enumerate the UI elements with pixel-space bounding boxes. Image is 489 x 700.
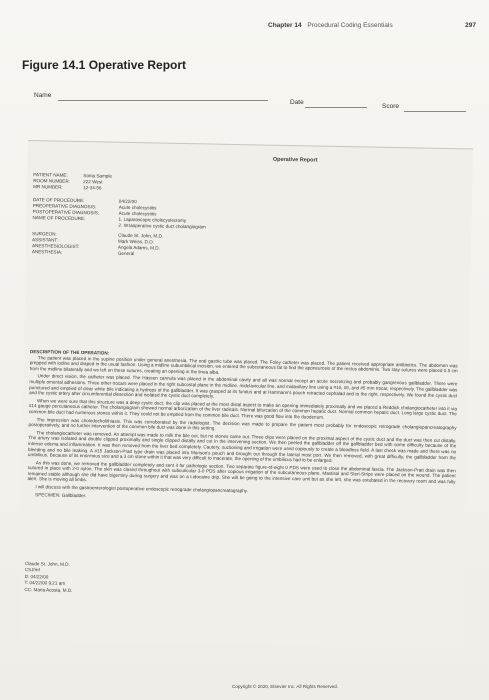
chapter-label: Chapter 14: [268, 22, 302, 29]
field-value: Acute cholecystitis: [118, 204, 157, 211]
report-title: Operative Report: [272, 156, 318, 164]
description-paragraph: SPECIMEN: Gallbladder.: [35, 491, 87, 498]
date-label: Date: [290, 99, 304, 106]
description-paragraph: The impression was choledocholithiasis. This was corroborated by the radiologist. The decision was made to prepare the patient most probably for endoscopic retrograde cholangiopancreatography postoperatively, and no further intervention of the common bile duct was done in this setting.: [28, 416, 457, 431]
field-label: NAME OF PROCEDURE:: [32, 215, 86, 222]
date-blank-line: [305, 107, 367, 108]
description-paragraph: As this was done, we removed the gallbladder completely and sent it for pathologic section. Two separate figure-of-eight 0 PDS were used to close the abdominal fascia. The Jackson-Pratt drain was then sutured in place with 2-0 nylon. The skin was closed throughout with subcuticular 3-0 PDS after copious irrigation of the subcutaneous plane. Mastisol and Steri-Strips were placed on the wound. The patient remained stable although she did have bigeminy during surgery and was on a Lidocaine drip. She will be going to the intensive care unit but as she left, she was extubated in the recovery room and was fully alert. She is moving all limbs.: [27, 459, 456, 485]
field-label: ROOM NUMBER:: [33, 178, 71, 184]
description-paragraph: When we were sure that this structure was a deep cystic duct, the clip was placed at the most distal aspect to make an opening immediately proximally and we placed a Reddick cholangiocatheter into it via #14 gauge percutaneous catheter. The cholangiogram showed normal arborization of the liver radicals. Normal bifurcation of the common hepatic duct. Normal common hepatic duct. Long large cystic duct. The common bile duct had numerous stones within it. They could not be emptied from the common bile duct. There was good flow into the duodenum.: [28, 397, 457, 420]
score-label: Score: [382, 103, 399, 110]
field-label: MR NUMBER:: [33, 184, 63, 190]
name-label: Name: [34, 92, 52, 99]
field-value: Claude St. John, M.D.: [118, 232, 164, 239]
operation-description: [27, 349, 458, 507]
field-value: 1. Laparoscopic cholecystectomy: [118, 216, 187, 224]
score-blank-line: [404, 111, 466, 112]
description-paragraph: Under direct vision, the catheter was placed. The Hasson cannula was placed in the abdominal cavity and all was normal except an acute necrotizing and probably gangrenous gallbladder. There were multiple omental adhesions. Three other trocars were placed in the right subcostal plane in the midline, midclavicular line, and midaxillary line using a #10, #5, and #5 mm trocar, respectively. The gallbladder was punctured and emptied of clear white bile indicating a hydrops of the gallbladder. It was grasped at its fundus and at Hartmann's pouch retracted cephalad and to the right, respectively. We found the cystic duct and the cystic artery after circumferential dissection and isolated the cystic duct completely.: [29, 373, 458, 399]
section-label: Procedural Coding Essentials: [307, 22, 393, 29]
field-label: DATE OF PROCEDURE:: [32, 197, 85, 204]
field-label: SURGEON:: [32, 231, 57, 237]
field-value: Mark Weiss, D.O.: [118, 238, 155, 245]
field-value: Sonia Sample: [83, 173, 112, 179]
signature-line: CC: Maria Acosta, M.D.: [24, 586, 73, 593]
signature-line: Claude St. John, M.D.: [24, 561, 70, 567]
field-value: 12-34-56: [83, 185, 102, 191]
field-label: POSTOPERATIVE DIAGNOSIS:: [32, 209, 100, 216]
field-label: PREOPERATIVE DIAGNOSIS:: [32, 203, 97, 210]
field-label: ASSISTANT:: [32, 237, 59, 243]
field-value: 2. Intraoperative cystic duct cholangiogram: [118, 222, 206, 230]
running-head: [268, 22, 476, 29]
field-value: 222 West: [83, 179, 103, 185]
copyright-footer: Copyright © 2020, Elsevier Inc. All Rights Reserved.: [231, 684, 339, 689]
description-paragraphs: [27, 355, 458, 506]
description-paragraph: I will discuss with the gastroenterologist postoperative endoscopic retrograde cholangiopancreatography.: [35, 484, 248, 494]
operative-report: [18, 140, 473, 649]
field-label: PATIENT NAME:: [33, 172, 68, 178]
field-label: ANESTHESIA:: [31, 249, 63, 255]
signature-line: T: 04/22/00 9:21 am: [24, 580, 66, 587]
figure-title: Figure 14.1 Operative Report: [22, 58, 187, 72]
description-paragraph: The patient was placed in the supine position under general anesthesia. The oral gastric tube was placed. The Foley catheter was placed. The patient received appropriate antibiotics. The abdomen was prepped with iodine and draped in the usual fashion. Using a midline subumbilical incision, we entered the subcutaneous fat to find the aponeurosis of the rectus abdominis. Two stay sutures were placed 0.5 cm from the midline bilaterally and we left on these sutures, creating an opening in the linea alba.: [29, 354, 458, 375]
field-value: Acute cholecystitis: [118, 210, 157, 217]
signature-line: CSJ/mf: [24, 567, 40, 573]
signature-line: D: 04/22/00: [24, 573, 49, 580]
name-blank-line: [58, 100, 268, 101]
field-label: ANESTHESIOLOGIST:: [31, 243, 80, 250]
description-heading: DESCRIPTION OF THE OPERATION:: [29, 349, 110, 356]
field-value: 04/22/00: [118, 198, 137, 205]
page-number: 297: [465, 22, 476, 29]
signature-block: [24, 561, 73, 594]
field-value: Angela Adams, M.D.: [117, 244, 160, 251]
description-paragraph: The cholangiocatheter was removed. An attempt was made to milk the bile out, but no stones came out. Three clips were placed on the proximal aspect of the cystic duct and the duct was then cut distally. The artery was isolated and double clipped proximally and single clipped distally and cut in the intervening section. We then peeled the gallbladder off the gallbladder bed with some difficulty because of the intense edema and inflammation. It was then removed from the liver bed completely. Cautery, suctioning and irrigation were used copiously to create a bloodless field. A last check was made and there was no bleeding and no bile leaking. A #15 Jackson-Pratt type drain was placed into Morison's pouch and brought out through the lateral most port. We then removed, with great difficulty, the gallbladder from the umbilicus. Because of its enormous size and a 3 cm stone within it that was very difficult to macerate, the opening of the umbilicus had to be enlarged.: [27, 429, 457, 464]
field-value: General: [117, 250, 135, 257]
